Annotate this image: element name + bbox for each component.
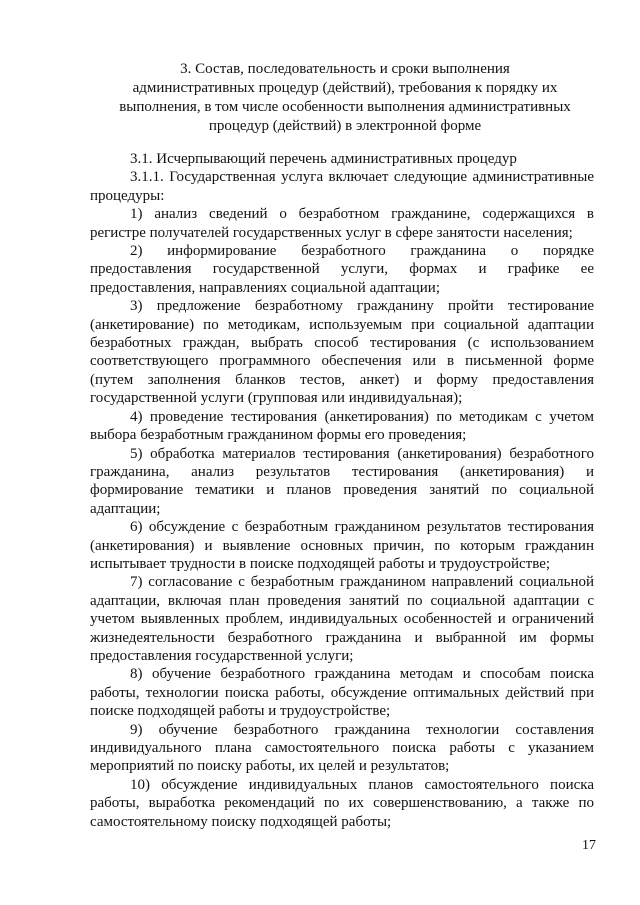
list-item: 8) обучение безработного гражданина методам и способам поиска работы, технологии поиска работы, обсуждение оптимальных действий при поиске подходящей работы и трудоустройстве;: [90, 666, 594, 720]
section-title-line: 3. Состав, последовательность и сроки выполнения: [180, 61, 510, 77]
list-item: 9) обучение безработного гражданина технологии составления индивидуального плана самостоятельного поиска работы с указанием мероприятий по поиску работы, их целей и результатов;: [90, 721, 594, 775]
section-title-line: выполнения, в том числе особенности выполнения административных: [119, 99, 571, 115]
list-item: 1) анализ сведений о безработном гражданине, содержащихся в регистре получателей государственных услуг в сфере занятости населения;: [90, 206, 594, 241]
section-title-line: процедур (действий) в электронной форме: [208, 118, 482, 134]
list-item: 6) обсуждение с безработным гражданином результатов тестирования (анкетирования) и выявление основных причин, по которым гражданин испытывает трудности в поиске подходящей работы и трудоустройстве;: [90, 519, 594, 572]
list-item: 4) проведение тестирования (анкетирования) по методикам с учетом выбора безработным гражданином формы его проведения;: [90, 408, 594, 444]
list-item: 2) информирование безработного гражданина о порядке предоставления государственной услуги, формах и графике ее предоставления, направлениях социальной адаптации;: [90, 243, 594, 296]
page-number: 17: [582, 838, 596, 853]
section-title-line: административных процедур (действий), требования к порядку их: [132, 80, 558, 96]
list-item: 10) обсуждение индивидуальных планов самостоятельного поиска работы, выработка рекомендаций по их совершенствованию, а также по самостоятельному поиску подходящей работы;: [90, 776, 594, 830]
subsection-heading: 3.1. Исчерпывающий перечень административных процедур: [130, 151, 517, 167]
list-item: 3) предложение безработному гражданину пройти тестирование (анкетирование) по методикам, используемым при социальной адаптации безработных граждан, выбрать способ тестирования (с использованием соответствующего программного обеспечения или в письменной форме (путем заполнения бланков тестов, анкет) и форму предоставления государственной услуги (групповая или индивидуальная);: [90, 298, 594, 407]
list-item: 5) обработка материалов тестирования (анкетирования) безработного гражданина, анализ результатов тестирования (анкетирования) и формирование тематики и планов проведения занятий по социальной адаптации;: [90, 445, 594, 517]
paragraph: 3.1.1. Государственная услуга включает следующие административные процедуры:: [90, 169, 594, 204]
list-item: 7) согласование с безработным гражданином направлений социальной адаптации, включая план проведения занятий по социальной адаптации с учетом выявленных проблем, индивидуальных особенностей и ограничений жизнедеятельности безработного гражданина и выбранной им формы предоставления государственной услуги;: [90, 574, 594, 664]
document-body: [90, 150, 594, 831]
section-title: [110, 60, 580, 136]
